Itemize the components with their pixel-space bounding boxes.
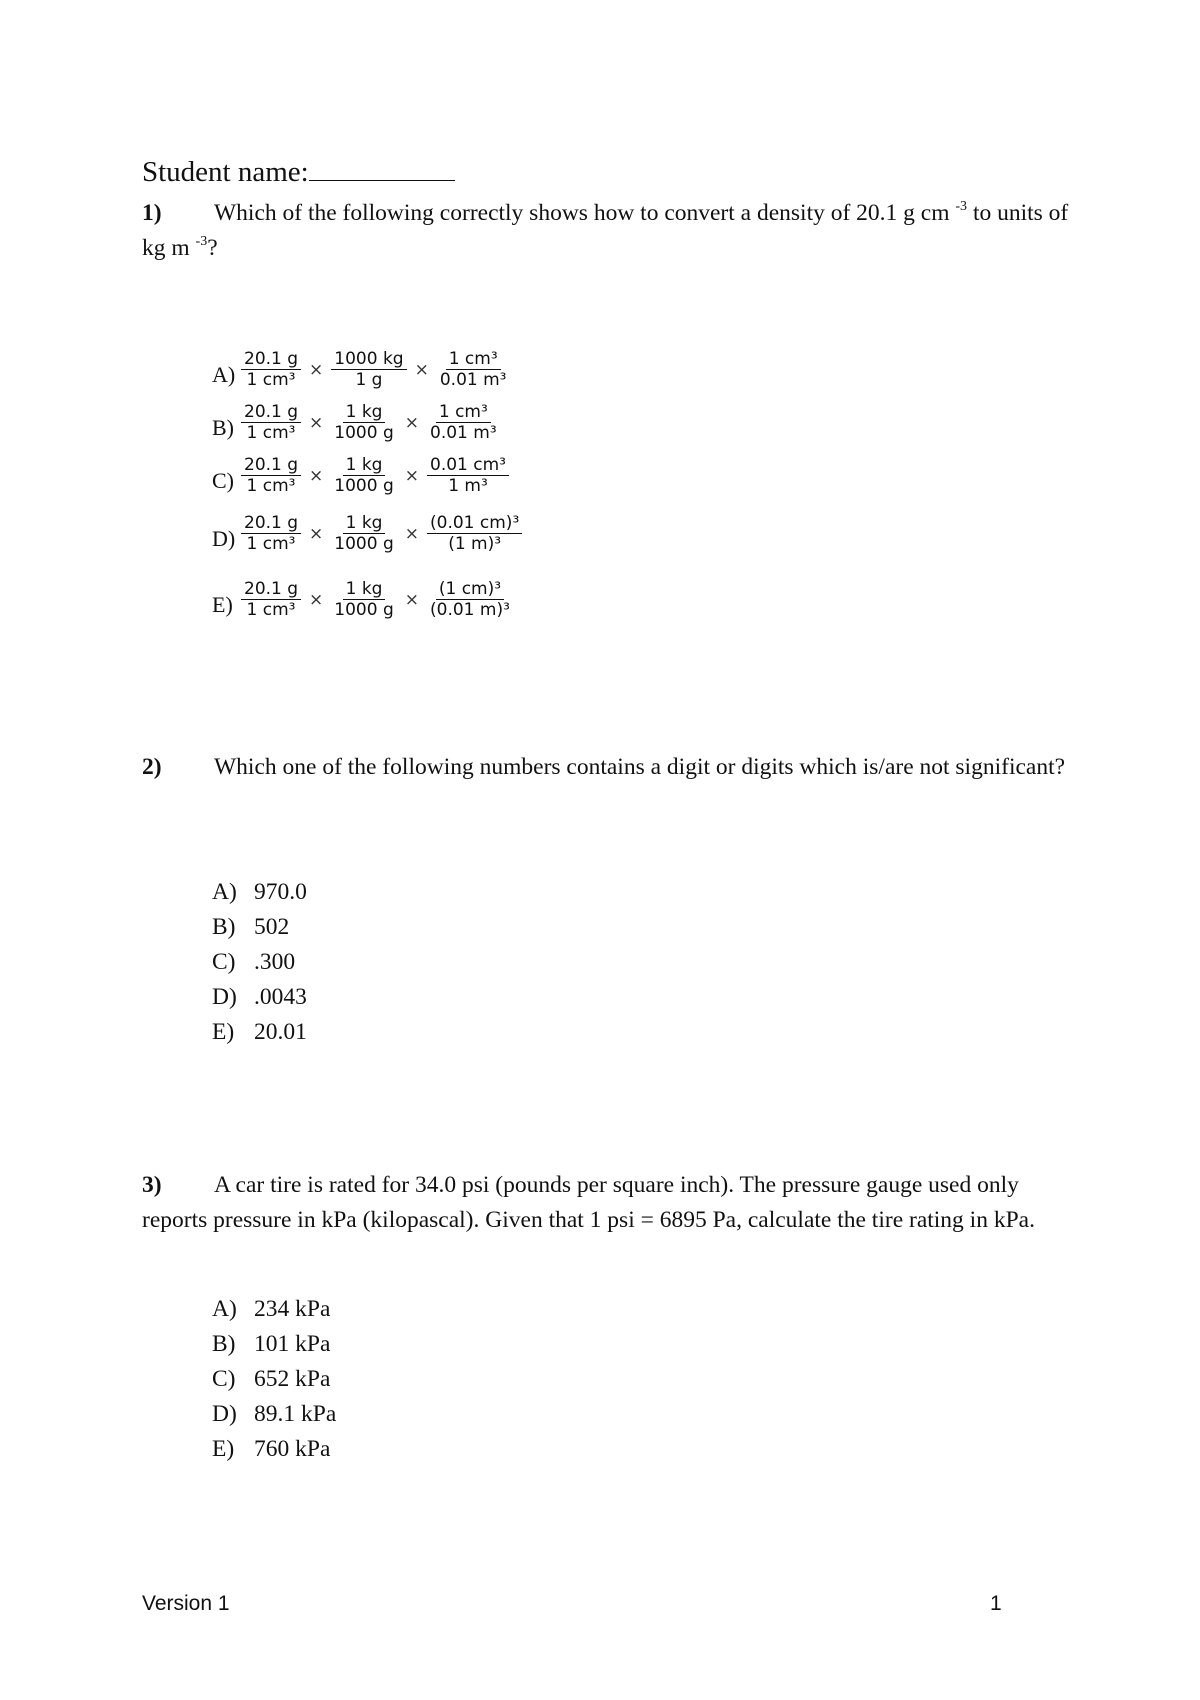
choice-text: 20.01 xyxy=(254,1019,307,1045)
numerator: 1 cm³ xyxy=(446,349,501,370)
denominator: 1 g xyxy=(355,370,383,390)
fraction xyxy=(424,513,525,554)
numerator: 20.1 g xyxy=(241,513,301,534)
q3-choice-a[interactable] xyxy=(212,1292,336,1327)
question-1 xyxy=(142,196,1072,266)
choice-letter: A) xyxy=(212,362,236,387)
denominator: 1 m³ xyxy=(448,476,488,496)
fraction xyxy=(238,402,304,443)
question-text: Which of the following correctly shows how to convert a density of 20.1 g cm xyxy=(214,200,950,226)
numerator: 0.01 cm³ xyxy=(427,455,509,476)
choice-letter: A) xyxy=(212,879,237,905)
numerator: 20.1 g xyxy=(241,579,301,600)
fraction xyxy=(328,579,399,620)
times-sign: × xyxy=(404,412,420,433)
choice-text: 234 kPa xyxy=(254,1296,331,1322)
question-text: A car tire is rated for 34.0 psi (pounds per square inch). The pressure gauge used only reports pressure in kPa (kilopascal). Given that 1 psi = 6895 Pa, calculate the tire rating in kPa. xyxy=(142,1172,1035,1233)
fraction xyxy=(328,349,409,390)
conversion-expression xyxy=(238,579,516,620)
fraction xyxy=(424,402,503,443)
numerator: 1 kg xyxy=(343,455,386,476)
numerator: 1000 kg xyxy=(331,349,406,370)
choice-letter: D) xyxy=(212,526,236,551)
conversion-expression xyxy=(238,402,503,443)
superscript: -3 xyxy=(195,234,208,249)
choice-text: .0043 xyxy=(254,984,307,1010)
fraction xyxy=(238,349,304,390)
q1-choice-d[interactable] xyxy=(212,504,525,554)
times-sign: × xyxy=(404,465,420,486)
choice-text: 89.1 kPa xyxy=(254,1401,337,1427)
q3-choices xyxy=(212,1292,336,1467)
q2-choice-d[interactable] xyxy=(212,980,307,1015)
q3-choice-d[interactable] xyxy=(212,1397,336,1432)
denominator: 0.01 m³ xyxy=(430,423,497,443)
choice-letter: D) xyxy=(212,984,237,1010)
question-number: 1) xyxy=(142,200,162,226)
numerator: 1 kg xyxy=(343,402,386,423)
footer-page-number: 1 xyxy=(990,1592,1002,1615)
denominator: (0.01 m)³ xyxy=(430,600,510,620)
times-sign: × xyxy=(309,589,324,610)
denominator: 1000 g xyxy=(334,476,394,496)
fraction xyxy=(424,455,512,496)
choice-letter: D) xyxy=(212,1401,237,1427)
q2-choice-a[interactable] xyxy=(212,875,307,910)
question-number: 3) xyxy=(142,1172,162,1198)
q2-choice-b[interactable] xyxy=(212,910,307,945)
conversion-expression xyxy=(238,349,513,390)
choice-letter: C) xyxy=(212,1366,236,1392)
choice-letter: A) xyxy=(212,1296,237,1322)
question-3 xyxy=(142,1168,1072,1238)
times-sign: × xyxy=(309,412,324,433)
choice-letter: E) xyxy=(212,592,233,617)
student-name-label: Student name: xyxy=(142,156,309,188)
q2-choice-e[interactable] xyxy=(212,1015,307,1050)
question-text: ? xyxy=(207,235,218,261)
fraction xyxy=(434,349,513,390)
q3-choice-e[interactable] xyxy=(212,1432,336,1467)
student-name-blank xyxy=(309,158,455,181)
times-sign: × xyxy=(309,465,324,486)
times-sign: × xyxy=(309,523,324,544)
q3-choice-b[interactable] xyxy=(212,1327,336,1362)
fraction xyxy=(328,513,399,554)
times-sign: × xyxy=(404,589,420,610)
numerator: (0.01 cm)³ xyxy=(427,513,522,534)
denominator: (1 m)³ xyxy=(448,534,502,554)
numerator: 20.1 g xyxy=(241,349,301,370)
question-text: Which one of the following numbers contains a digit or digits which is/are not significant? xyxy=(214,754,1066,780)
q1-choice-c[interactable] xyxy=(212,446,512,496)
choice-letter: B) xyxy=(212,914,236,940)
fraction xyxy=(424,579,516,620)
q2-choice-c[interactable] xyxy=(212,945,307,980)
times-sign: × xyxy=(414,359,429,380)
q1-choice-b[interactable] xyxy=(212,393,503,443)
fraction xyxy=(238,513,304,554)
numerator: 1 cm³ xyxy=(436,402,491,423)
conversion-expression xyxy=(238,455,512,496)
denominator: 1 cm³ xyxy=(246,600,296,620)
question-2 xyxy=(142,750,1072,785)
choice-letter: E) xyxy=(212,1436,235,1462)
question-text: to units of kg m xyxy=(142,200,1069,261)
choice-letter: C) xyxy=(212,949,236,975)
numerator: 1 kg xyxy=(343,579,386,600)
fraction xyxy=(328,402,399,443)
fraction xyxy=(238,455,304,496)
superscript: -3 xyxy=(955,199,968,214)
denominator: 0.01 m³ xyxy=(439,370,507,390)
q3-choice-c[interactable] xyxy=(212,1362,336,1397)
denominator: 1 cm³ xyxy=(246,423,296,443)
choice-text: 652 kPa xyxy=(254,1366,331,1392)
denominator: 1000 g xyxy=(334,600,394,620)
denominator: 1000 g xyxy=(334,423,394,443)
denominator: 1 cm³ xyxy=(246,534,296,554)
numerator: 20.1 g xyxy=(241,402,301,423)
q1-choice-a[interactable] xyxy=(212,340,513,390)
footer-version: Version 1 xyxy=(142,1592,230,1615)
numerator: (1 cm)³ xyxy=(436,579,504,600)
fraction xyxy=(328,455,399,496)
conversion-expression xyxy=(238,513,525,554)
choice-text: 970.0 xyxy=(254,879,307,905)
fraction xyxy=(238,579,304,620)
choice-text: 101 kPa xyxy=(254,1331,331,1357)
q1-choice-e[interactable] xyxy=(212,570,516,620)
choice-text: 502 xyxy=(254,914,290,940)
numerator: 1 kg xyxy=(343,513,386,534)
choice-letter: E) xyxy=(212,1019,235,1045)
choice-letter: B) xyxy=(212,1331,236,1357)
student-name-line xyxy=(142,156,455,189)
choice-letter: C) xyxy=(212,468,234,493)
times-sign: × xyxy=(309,359,324,380)
choice-text: 760 kPa xyxy=(254,1436,331,1462)
denominator: 1000 g xyxy=(334,534,394,554)
choice-text: .300 xyxy=(254,949,296,975)
question-number: 2) xyxy=(142,754,162,780)
denominator: 1 cm³ xyxy=(246,370,296,390)
numerator: 20.1 g xyxy=(241,455,301,476)
choice-letter: B) xyxy=(212,415,234,440)
q2-choices xyxy=(212,875,307,1050)
denominator: 1 cm³ xyxy=(246,476,296,496)
times-sign: × xyxy=(404,523,420,544)
